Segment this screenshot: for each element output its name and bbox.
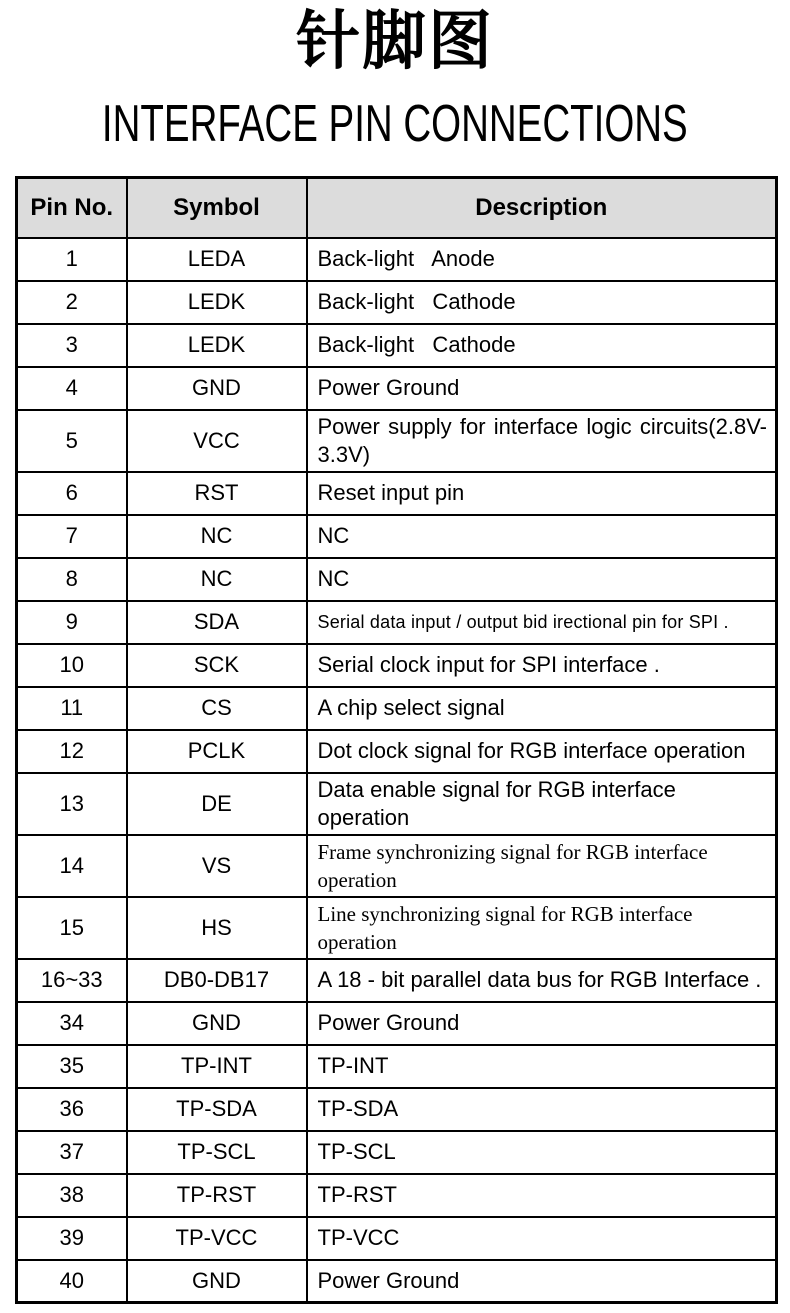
symbol-cell: TP-SCL [127, 1131, 307, 1174]
column-header-description: Description [307, 178, 777, 238]
symbol-cell: HS [127, 897, 307, 959]
table-row [17, 1174, 777, 1217]
description-cell: Power Ground [307, 367, 777, 410]
description-cell: TP-INT [307, 1045, 777, 1088]
pin-number-cell: 35 [17, 1045, 127, 1088]
pin-number-cell: 15 [17, 897, 127, 959]
symbol-cell: VCC [127, 410, 307, 472]
description-cell: Back-light Cathode [307, 324, 777, 367]
table-row [17, 515, 777, 558]
table-row [17, 835, 777, 897]
description-cell: Back-light Cathode [307, 281, 777, 324]
description-cell: TP-SCL [307, 1131, 777, 1174]
table-row [17, 558, 777, 601]
symbol-cell: SCK [127, 644, 307, 687]
pin-number-cell: 39 [17, 1217, 127, 1260]
symbol-cell: LEDK [127, 281, 307, 324]
pin-number-cell: 11 [17, 687, 127, 730]
symbol-cell: DB0-DB17 [127, 959, 307, 1002]
table-header-row [17, 178, 777, 238]
table-row [17, 1088, 777, 1131]
pin-number-cell: 4 [17, 367, 127, 410]
symbol-cell: GND [127, 1002, 307, 1045]
table-row [17, 281, 777, 324]
table-row [17, 1045, 777, 1088]
description-cell: Serial clock input for SPI interface . [307, 644, 777, 687]
pin-number-cell: 2 [17, 281, 127, 324]
description-cell: Reset input pin [307, 472, 777, 515]
pin-number-cell: 38 [17, 1174, 127, 1217]
symbol-cell: DE [127, 773, 307, 835]
pin-number-cell: 10 [17, 644, 127, 687]
pin-number-cell: 40 [17, 1260, 127, 1303]
pin-number-cell: 1 [17, 238, 127, 281]
table-row [17, 324, 777, 367]
table-row [17, 367, 777, 410]
symbol-cell: LEDK [127, 324, 307, 367]
table-row [17, 1260, 777, 1303]
pin-number-cell: 16~33 [17, 959, 127, 1002]
table-row [17, 472, 777, 515]
symbol-cell: SDA [127, 601, 307, 644]
column-header-pin-no: Pin No. [17, 178, 127, 238]
pin-table-body [17, 238, 777, 1303]
description-cell: Power supply for interface logic circuits(2.8V-3.3V) [307, 410, 777, 472]
description-cell: NC [307, 515, 777, 558]
pin-number-cell: 8 [17, 558, 127, 601]
pin-number-cell: 37 [17, 1131, 127, 1174]
symbol-cell: TP-RST [127, 1174, 307, 1217]
pin-connections-table [15, 176, 778, 1304]
symbol-cell: NC [127, 558, 307, 601]
table-row [17, 238, 777, 281]
column-header-symbol: Symbol [127, 178, 307, 238]
description-cell: TP-VCC [307, 1217, 777, 1260]
page-subtitle-container [0, 96, 790, 152]
description-cell: Frame synchronizing signal for RGB interface operation [307, 835, 777, 897]
table-row [17, 644, 777, 687]
description-cell: Power Ground [307, 1260, 777, 1303]
description-cell: Data enable signal for RGB interface operation [307, 773, 777, 835]
description-cell: Serial data input / output bid irectional pin for SPI . [307, 601, 777, 644]
page-subtitle: INTERFACE PIN CONNECTIONS [102, 95, 688, 153]
description-cell: A chip select signal [307, 687, 777, 730]
symbol-cell: GND [127, 1260, 307, 1303]
description-cell: Back-light Anode [307, 238, 777, 281]
description-cell: Dot clock signal for RGB interface operation [307, 730, 777, 773]
table-row [17, 1217, 777, 1260]
symbol-cell: GND [127, 367, 307, 410]
table-row [17, 730, 777, 773]
symbol-cell: NC [127, 515, 307, 558]
table-row [17, 897, 777, 959]
symbol-cell: TP-VCC [127, 1217, 307, 1260]
pin-number-cell: 7 [17, 515, 127, 558]
description-cell: TP-RST [307, 1174, 777, 1217]
pin-number-cell: 9 [17, 601, 127, 644]
symbol-cell: TP-SDA [127, 1088, 307, 1131]
pin-number-cell: 12 [17, 730, 127, 773]
table-row [17, 601, 777, 644]
pin-number-cell: 36 [17, 1088, 127, 1131]
description-cell: Line synchronizing signal for RGB interface operation [307, 897, 777, 959]
pin-number-cell: 13 [17, 773, 127, 835]
pin-number-cell: 3 [17, 324, 127, 367]
symbol-cell: VS [127, 835, 307, 897]
table-row [17, 959, 777, 1002]
pin-number-cell: 14 [17, 835, 127, 897]
description-cell: A 18 - bit parallel data bus for RGB Interface . [307, 959, 777, 1002]
pin-number-cell: 5 [17, 410, 127, 472]
description-cell: TP-SDA [307, 1088, 777, 1131]
page-title-chinese: 针脚图 [296, 5, 494, 77]
table-row [17, 1002, 777, 1045]
symbol-cell: LEDA [127, 238, 307, 281]
symbol-cell: TP-INT [127, 1045, 307, 1088]
table-row [17, 773, 777, 835]
description-cell: Power Ground [307, 1002, 777, 1045]
table-row [17, 410, 777, 472]
symbol-cell: RST [127, 472, 307, 515]
symbol-cell: PCLK [127, 730, 307, 773]
table-row [17, 687, 777, 730]
symbol-cell: CS [127, 687, 307, 730]
pin-number-cell: 34 [17, 1002, 127, 1045]
table-row [17, 1131, 777, 1174]
pin-number-cell: 6 [17, 472, 127, 515]
description-cell: NC [307, 558, 777, 601]
